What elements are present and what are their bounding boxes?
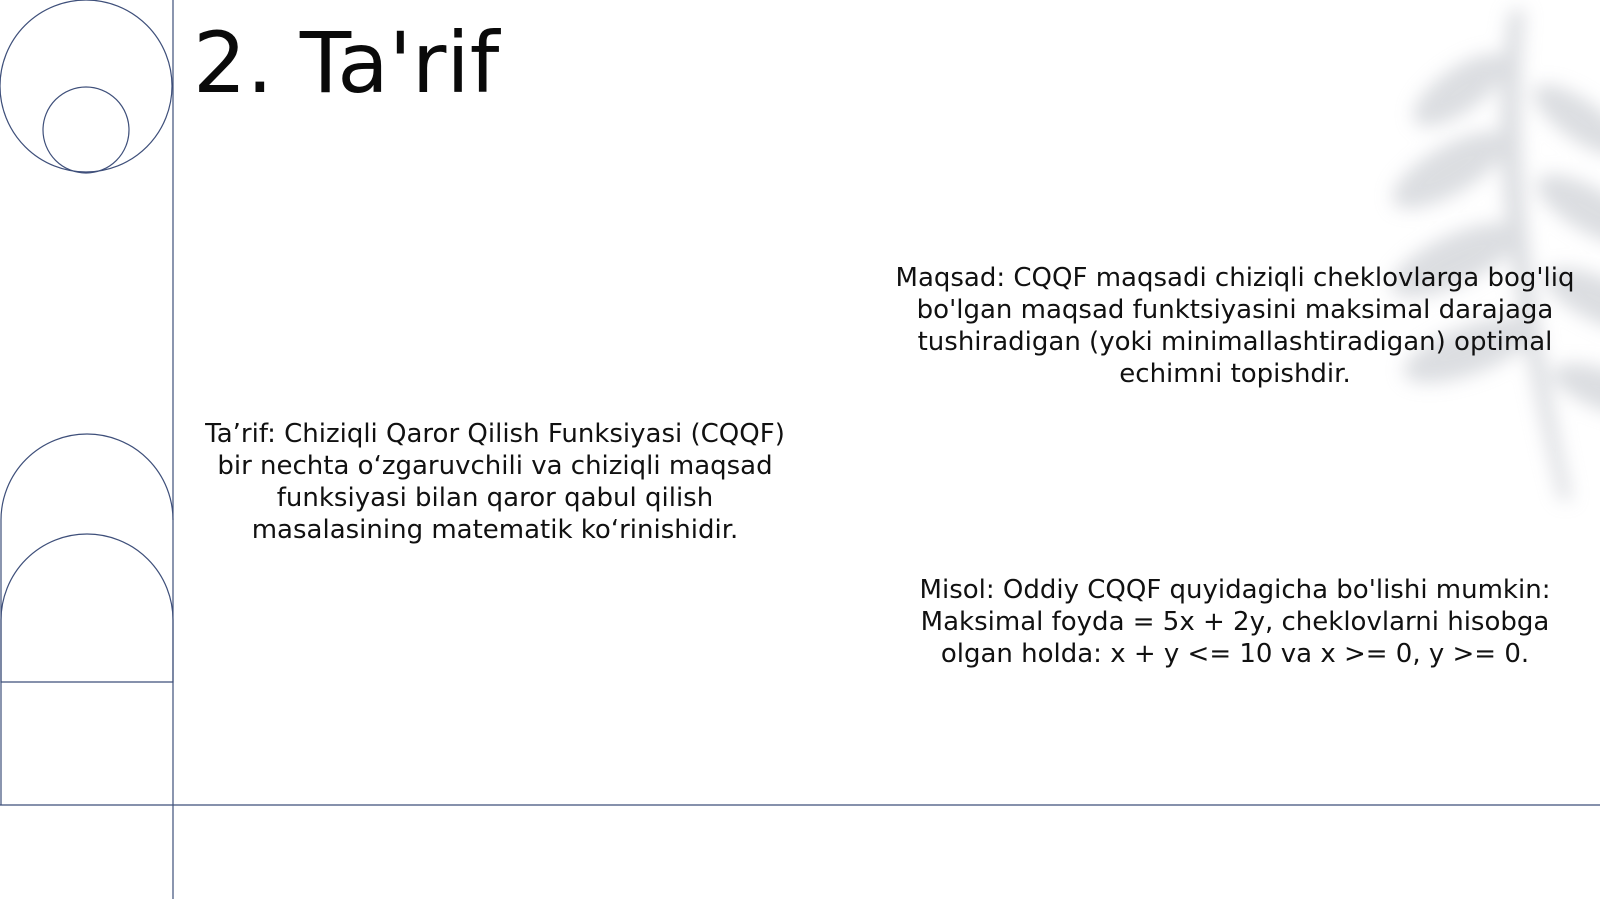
slide-title: 2. Ta'rif xyxy=(193,14,500,112)
small-circle-outline xyxy=(43,87,129,173)
goal-text: Maqsad: CQQF maqsadi chiziqli cheklovlarga bog'liq bo'lgan maqsad funktsiyasini maksimal darajaga tushiradigan (yoki minimallashtiradigan) optimal echimni topishdir. xyxy=(895,263,1575,389)
leaf-watermark xyxy=(1310,0,1600,520)
large-circle-outline xyxy=(0,0,172,172)
lower-arch-outline xyxy=(1,534,173,682)
example-text: Misol: Oddiy CQQF quyidagicha bo'lishi mumkin: Maksimal foyda = 5x + 2y, cheklovlarni hisobga olgan holda: x + y <= 10 va x >= 0, y >= 0. xyxy=(919,575,1551,669)
definition-text: Ta’rif: Chiziqli Qaror Qilish Funksiyasi (CQQF) bir nechta o‘zgaruvchili va chiziqli maqsad funksiyasi bilan qaror qabul qilish masalasining matematik ko‘rinishidir. xyxy=(205,419,785,545)
upper-arch-outline xyxy=(1,434,173,520)
